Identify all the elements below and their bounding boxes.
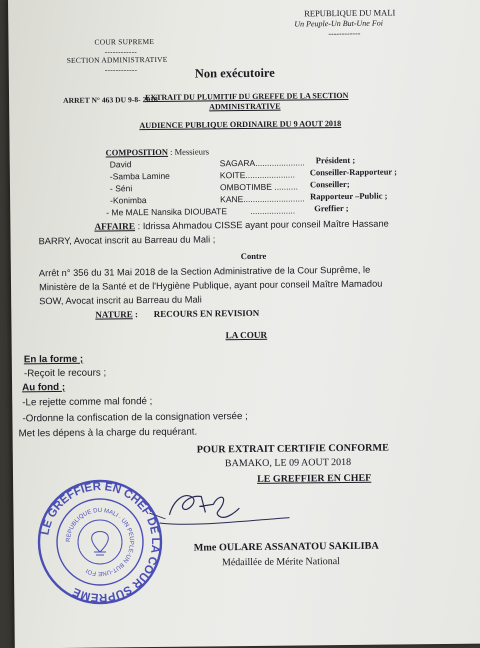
nature-value: : RECOURS EN REVISION xyxy=(134,307,260,320)
member-last-4: ................... xyxy=(250,205,296,216)
fond-item-2: Met les dépens à la charge du requérant. xyxy=(18,426,198,440)
composition-suffix: : Messieurs xyxy=(170,146,210,157)
forme-label: En la forme ; xyxy=(23,353,84,366)
contre-label: Contre xyxy=(240,250,267,262)
court-name: COUR SUPREME xyxy=(94,36,155,47)
certification-line-3: LE GREFFIER EN CHEF xyxy=(257,472,372,485)
affaire-text-1: : Idrissa Ahmadou CISSE ayant pour conseil Maître Hassane xyxy=(137,218,389,232)
header-dots-right: ------------ xyxy=(328,28,361,39)
audience-heading: AUDIENCE PUBLIQUE ORDINAIRE DU 9 AOUT 2018 xyxy=(139,119,342,131)
member-role-4: Greffier ; xyxy=(314,202,349,214)
certification-line-1: POUR EXTRAIT CERTIFIE CONFORME xyxy=(196,442,389,456)
fond-item-1: -Ordonne la confiscation de la consignation versée ; xyxy=(22,411,248,425)
signatory-title: Médaillée de Mérite National xyxy=(221,556,341,569)
composition-label: COMPOSITION xyxy=(105,146,169,158)
opponent-line-1: Arrêt n° 356 du 31 Mai 2018 de la Section Administrative de la Cour Suprême, le xyxy=(38,264,371,279)
affaire-line-1 xyxy=(94,219,388,233)
member-first-4: - Me MALE Nansika DIOUBATE xyxy=(106,206,228,218)
la-cour-heading: LA COUR xyxy=(225,329,268,341)
member-first-0: David xyxy=(109,159,132,170)
member-first-1: -Samba Lamine xyxy=(109,170,170,182)
member-last-3: KANE.......................... xyxy=(220,193,305,205)
affaire-line-2: BARRY, Avocat inscrit au Barreau du Mali ; xyxy=(38,234,216,247)
svg-text:LE GREFFIER EN CHEF DE LA COUR: LE GREFFIER EN CHEF DE LA COUR SUPREME xyxy=(39,480,162,604)
section-name: SECTION ADMINISTRATIVE xyxy=(66,54,168,65)
nature-label: NATURE xyxy=(95,309,133,320)
header-dots-2: ------------ xyxy=(104,65,138,75)
member-role-2: Conseiller; xyxy=(309,178,350,190)
arret-reference: ARRET N° 463 DU 9-8- 2018 xyxy=(63,94,158,105)
header-dots-1: ------------ xyxy=(104,47,137,57)
member-last-0: SAGARA..................... xyxy=(219,157,305,169)
member-role-1: Conseiller-Rapporteur ; xyxy=(309,166,398,178)
nature-line xyxy=(95,308,259,320)
member-role-3: Rapporteur –Public ; xyxy=(310,190,388,202)
republic-motto: Un Peuple-Un But-Une Foi xyxy=(294,18,383,29)
extrait-heading-1: EXTRAIT DU PLUMITIF DU GREFFE DE LA SECTION xyxy=(145,90,349,103)
opponent-line-2: Ministère de la Santé et de l'Hygiène Publique, ayant pour conseil Maître Mamadou xyxy=(38,278,383,293)
svg-text:REPUBLIQUE DU MALI · UN PEUPLE: REPUBLIQUE DU MALI · UN PEUPLE-UN BUT-UNE FOI xyxy=(65,507,135,577)
extrait-heading-2: ADMINISTRATIVE xyxy=(209,101,281,112)
member-first-3: -Konimba xyxy=(110,195,147,206)
signatory-name: Mme OULARE ASSANATOU SAKILIBA xyxy=(193,540,379,554)
official-seal-stamp xyxy=(36,478,164,606)
affaire-label: AFFAIRE xyxy=(94,222,136,233)
member-first-2: - Séni xyxy=(109,183,133,194)
page-title: Non exécutoire xyxy=(194,65,275,81)
republic-name: REPUBLIQUE DU MALI xyxy=(304,7,396,19)
opponent-line-3: SOW, Avocat inscrit au Barreau du Mali xyxy=(39,294,202,307)
composition-line xyxy=(106,146,210,157)
member-last-2: OMBOTIMBE .......... xyxy=(219,181,298,193)
fond-item-0: -Le rejette comme mal fondé ; xyxy=(22,396,153,409)
member-last-1: KOITE..................... xyxy=(219,169,296,181)
forme-text: -Reçoit le recours ; xyxy=(23,367,107,380)
certification-line-2: BAMAKO, LE 09 AOUT 2018 xyxy=(224,456,352,470)
member-role-0: Président ; xyxy=(315,154,356,166)
fond-label: Au fond ; xyxy=(22,381,66,394)
